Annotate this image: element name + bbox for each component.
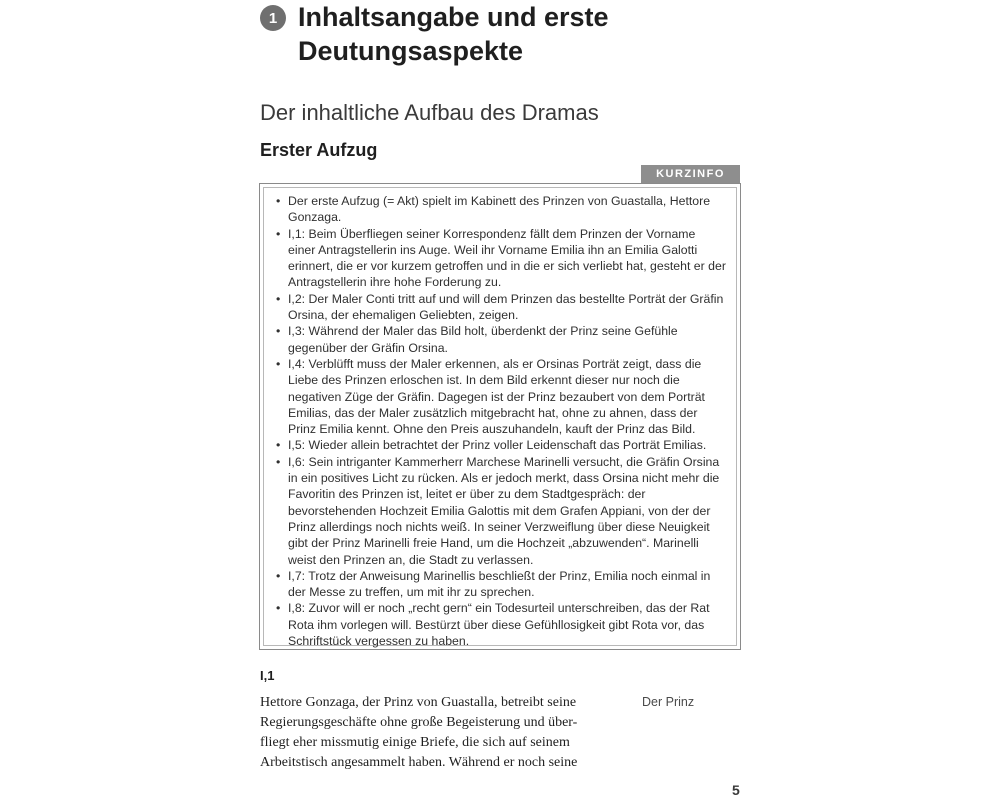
chapter-title: Inhaltsangabe und erste Deutungsaspekte <box>298 2 609 66</box>
body-line: fliegt eher missmutig einige Briefe, die sich auf seinem <box>260 735 570 750</box>
kurzinfo-item: • I,1: Beim Überfliegen seiner Korrespondenz fällt dem Prinzen der Vorname einer Antragstellerin ins Auge. Weil ihr Vorname Emilia ihn an Emilia Galotti erinnert, die er vor kurzem getroffen und in die er sich verliebt hat, gesteht er der Antragstellerin ihre hohe Forderung zu. <box>276 226 726 291</box>
section-title: Der inhaltliche Aufbau des Dramas <box>260 100 599 125</box>
body-line: Arbeitstisch angesammelt haben. Während er noch seine <box>260 755 578 770</box>
subsection-title: Erster Aufzug <box>260 140 378 160</box>
kurzinfo-item: • I,5: Wieder allein betrachtet der Prinz voller Leidenschaft das Porträt Emilias. <box>276 437 726 453</box>
body-line: Regierungsgeschäfte ohne große Begeisterung und über- <box>260 715 578 730</box>
body-line: Hettore Gonzaga, der Prinz von Guastalla, betreibt seine <box>260 695 577 710</box>
kurzinfo-item: • I,8: Zuvor will er noch „recht gern“ ein Todesurteil unterschreiben, das der Rat Rota ihm vorlegen will. Bestürzt über diese Gefühllosigkeit gibt Rota vor, das Schriftstück vergessen zu haben. <box>276 600 726 649</box>
kurzinfo-item: • I,6: Sein intriganter Kammerherr Marchese Marinelli versucht, die Gräfin Orsina in ein positives Licht zu rücken. Als er jedoch merkt, dass Orsina nicht mehr die Favoritin des Prinzen ist, leitet er über zu dem Stadtgespräch: der bevorstehenden Hochzeit Emilia Galottis mit dem Grafen Appiani, von der der Prinz allerdings noch nichts weiß. In seiner Verzweiflung über diese Neuigkeit gibt der Prinz Marinelli freie Hand, um die Hochzeit „abzuwenden“. Marinelli weist den Prinzen an, die Stadt zu verlassen. <box>276 454 726 568</box>
kurzinfo-item: • I,7: Trotz der Anweisung Marinellis beschließt der Prinz, Emilia noch einmal in der Messe zu treffen, um mit ihr zu sprechen. <box>276 568 726 601</box>
body-paragraph <box>260 693 620 773</box>
kurzinfo-inner-frame <box>263 187 737 649</box>
kurzinfo-list <box>264 188 736 649</box>
kurzinfo-box <box>259 183 741 650</box>
scene-label: I,1 <box>260 668 275 683</box>
kurzinfo-item: • I,2: Der Maler Conti tritt auf und will dem Prinzen das bestellte Porträt der Gräfin Orsina, der ehemaligen Geliebten, zeigen. <box>276 291 726 324</box>
kurzinfo-item: • I,3: Während der Maler das Bild holt, überdenkt der Prinz seine Gefühle gegenüber der Gräfin Orsina. <box>276 323 726 356</box>
kurzinfo-item: • I,4: Verblüfft muss der Maler erkennen, als er Orsinas Porträt zeigt, dass die Liebe des Prinzen erloschen ist. In dem Bild erkennt dieser nur noch die negativen Züge der Gräfin. Dagegen ist der Prinz bezaubert von dem Porträt Emilias, das der Maler zusätzlich mitgebracht hat, ohne zu ahnen, dass der Prinz Emilia kennt. Ohne den Preis auszuhandeln, kauft der Prinz das Bild. <box>276 356 726 437</box>
kurzinfo-item: • Der erste Aufzug (= Akt) spielt im Kabinett des Prinzen von Guastalla, Hettore Gonzaga. <box>276 193 726 226</box>
chapter-heading <box>260 0 698 68</box>
chapter-number-badge: 1 <box>260 5 286 31</box>
margin-note: Der Prinz <box>642 695 695 709</box>
kurzinfo-label: KURZINFO <box>641 165 740 183</box>
page-number: 5 <box>732 782 740 798</box>
